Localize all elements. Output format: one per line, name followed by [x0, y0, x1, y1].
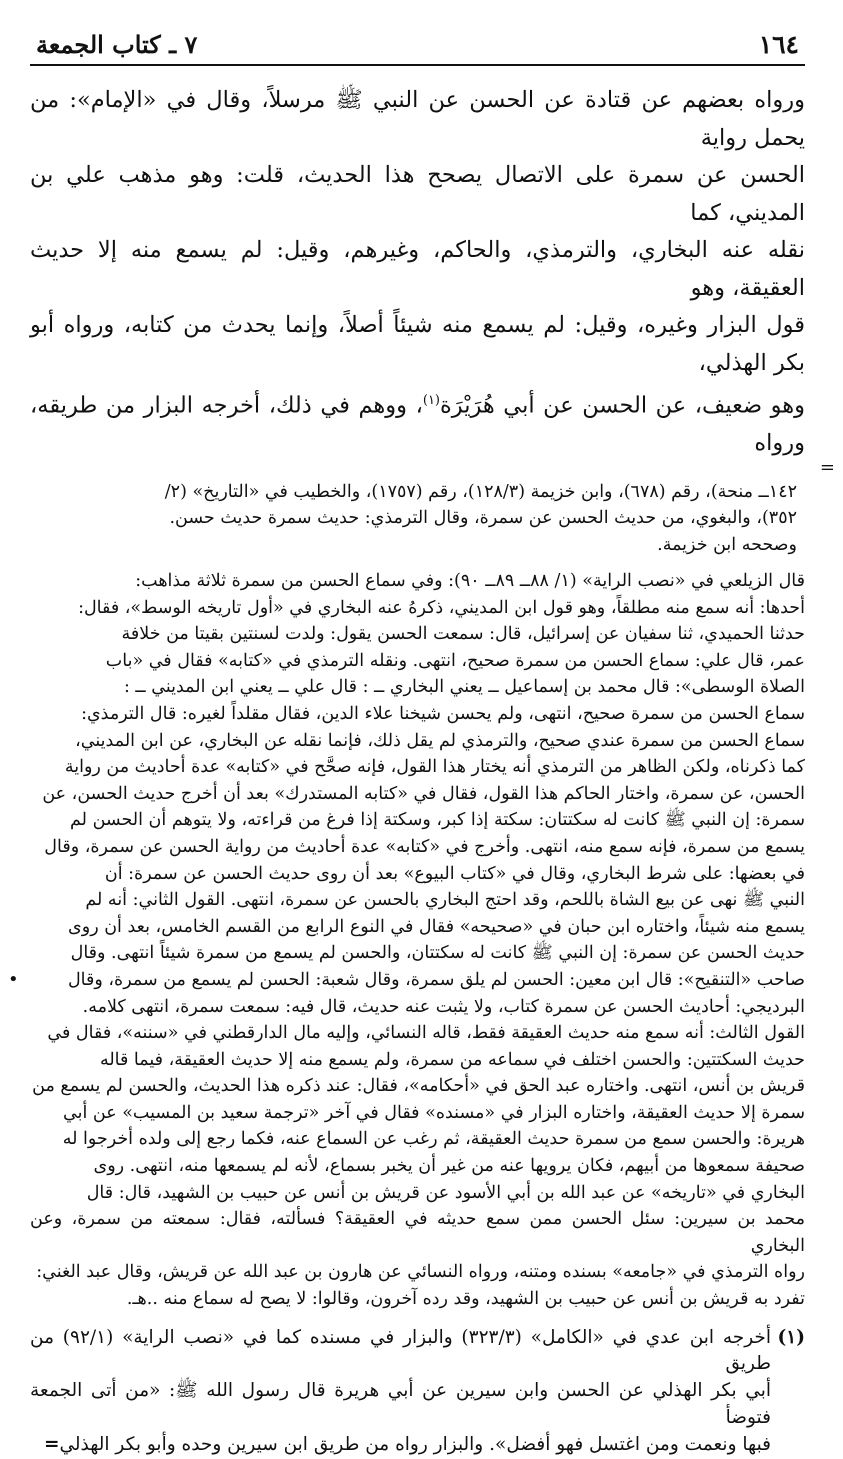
footnote-marker: (١): [422, 393, 440, 408]
commentary-line: النبي ﷺ نهى عن بيع الشاة باللحم، وقد احتج البخاري بالحسن عن سمرة، انتهى. القول الثاني: أنه لم: [85, 890, 805, 911]
footnote-body: [30, 1325, 771, 1459]
commentary-line: محمد بن سيرين: سئل الحسن ممن سمع حديثه في العقيقة؟ فسألته، فقال: سمعته من سمرة، وعن البخاري: [30, 1209, 805, 1256]
commentary-line: القول الثالث: أنه سمع منه حديث العقيقة فقط، قاله النسائي، وإليه مال الدارقطني في «سننه»، فقال في: [47, 1023, 805, 1044]
footnote-line: أخرجه ابن عدي في «الكامل» (٣٢٣/٣) والبزار في مسنده كما في «نصب الراية» (٩٢/١) من طريق: [30, 1326, 772, 1375]
commentary-line: قال الزيلعي في «نصب الراية» (١/ ٨٨ــ ٨٩ــ ٩٠): وفي سماع الحسن من سمرة ثلاثة مذاهب:: [135, 571, 805, 591]
sub-footnote-line: ١٤٢ــ منحة)، رقم (٦٧٨)، وابن خزيمة (١٢٨/٣)، رقم (١٧٥٧)، والخطيب في «التاريخ» (٢/: [164, 481, 797, 502]
commentary-line: رواه الترمذي في «جامعه» بسنده ومتنه، ورواه النسائي عن هارون بن عبد الله عن قريش، وقال عبد الغني:: [36, 1262, 805, 1283]
main-line: ورواه بعضهم عن قتادة عن الحسن عن النبي ﷺ مرسلاً، وقال في «الإمام»: من يحمل رواية: [30, 87, 805, 151]
sub-footnote: [30, 479, 805, 559]
main-line: نقله عنه البخاري، والترمذي، والحاكم، وغيرهم، وقيل: لم يسمع منه إلا حديث العقيقة، وهو: [30, 237, 805, 301]
footnote-number: (١): [777, 1326, 805, 1348]
commentary-line: أحدها: أنه سمع منه مطلقاً، وهو قول ابن المديني، ذكرهُ عنه البخاري في «أول تاريخه الوسط»، فقال:: [78, 597, 805, 618]
commentary-line: سماع الحسن من سمرة صحيح، انتهى، ولم يحسن شيخنا علاء الدين، فقال مقلداً لغيره: قال الترمذي:: [81, 703, 805, 724]
main-line-part: وهو ضعيف، عن الحسن عن أبي هُرَيْرَة: [440, 392, 805, 419]
commentary-line: تفرد به قريش بن أنس عن حبيب بن الشهيد، وقد رده آخرون، وقالوا: لا يصح له سماع منه ..هـ.: [126, 1289, 805, 1310]
margin-bullet: •: [8, 968, 19, 990]
commentary-line: [8, 967, 805, 994]
commentary-line: صحيفة سمعوها من أبيهم، فكان يرويها عنه من غير أن يخبر بسماع، لأنه لم يسمعها منه، انتهى. روى: [93, 1156, 805, 1177]
footnote-spacer: [30, 1313, 805, 1325]
commentary-line: حديث الحسن عن سمرة: إن النبي ﷺ كانت له سكتتان، والحسن لم يسمع من سمرة شيئاً انتهى. وقال: [70, 943, 805, 964]
commentary-line-text: صاحب «التنقيح»: قال ابن معين: الحسن لم يلق سمرة، وقال شعبة: الحسن لم يسمع من سمرة، وقال: [67, 969, 805, 990]
continuation-marker: =: [819, 456, 835, 478]
main-line: [30, 382, 805, 463]
footnote-line: [30, 1432, 771, 1459]
commentary-line: يسمع منه شيئاً، واختاره ابن حبان في «صحيحه» فقال في النوع الرابع من القسم الخامس، بعد أن روى: [68, 916, 805, 937]
sub-footnote-line: ٣٥٢)، والبغوي، من حديث الحسن عن سمرة، وقال الترمذي: حديث سمرة حديث حسن.: [169, 508, 797, 528]
footnote: [30, 1325, 805, 1459]
footnote-continuation-marker: =: [43, 1433, 60, 1455]
footnote-line-text: فبها ونعمت ومن اغتسل فهو أفضل». والبزار رواه من طريق ابن سيرين وحده وأبو بكر الهذلي: [59, 1433, 771, 1455]
separator: [30, 456, 835, 478]
commentary-line: قريش بن أنس، انتهى. واختاره عبد الحق في «أحكامه»، فقال: عند ذكره هذا الحديث، والحسن لم يسمع من: [32, 1076, 805, 1097]
commentary-line: هريرة: والحسن سمع من سمرة حديث العقيقة، ثم رغب عن السماع عنه، فكما رجع إلى ولده أخرجوا له: [62, 1129, 805, 1150]
commentary-line: سمرة إلا حديث العقيقة، واختاره البزار في «مسنده» فقال في آخر «ترجمة سعيد بن المسيب» عن أبي: [63, 1102, 805, 1123]
commentary-line: حدثنا الحميدي، ثنا سفيان عن إسرائيل، قال: سمعت الحسن يقول: ولدت لسنتين بقيتا من خلافة: [121, 624, 805, 645]
commentary-line: الحسن، عن سمرة، واختار الحاكم هذا القول، فقال في «كتابه المستدرك» بعد أن أخرج حديث الحسن، عن: [42, 783, 805, 804]
main-text: [30, 82, 805, 463]
commentary-line: سماع الحسن من سمرة عندي صحيح، والترمذي لم يقل ذلك، فإنما نقله عن البخاري، عن ابن المديني،: [75, 730, 805, 751]
commentary: [8, 568, 805, 1313]
commentary-line: حديث السكتتين: والحسن اختلف في سماعه من سمرة، ولم يسمع منه إلا حديث العقيقة، فيما قاله: [99, 1049, 805, 1070]
commentary-line: البخاري في «تاريخه» عن عبد الله بن أبي الأسود عن قريش بن أنس عن حبيب بن الشهيد، قال: قال: [86, 1182, 805, 1203]
commentary-line: الصلاة الوسطى»: قال محمد بن إسماعيل ــ يعني البخاري ــ : قال علي ــ يعني ابن المديني ــ :: [123, 677, 805, 698]
commentary-line: سمرة: إن النبي ﷺ كانت له سكتتان: سكتة إذا كبر، وسكتة إذا فرغ من قراءته، ولا يتوهم أن الحسن لم: [70, 810, 805, 831]
commentary-line: البرديجي: أحاديث الحسن عن سمرة كتاب، ولا يثبت عنه حديث، قال فيه: سمعت سمرة، انتهى كلامه.: [82, 996, 805, 1017]
commentary-line: عمر، قال علي: سماع الحسن من سمرة صحيح، انتهى. ونقله الترمذي في «كتابه» فقال في «باب: [105, 650, 805, 671]
main-line: قول البزار وغيره، وقيل: لم يسمع منه شيئاً أصلاً، وإنما يحدث من كتابه، ورواه أبو بكر الهذلي،: [30, 312, 805, 376]
sub-footnote-line: وصححه ابن خزيمة.: [657, 534, 797, 555]
main-line: الحسن عن سمرة على الاتصال يصحح هذا الحديث، قلت: وهو مذهب علي بن المديني، كما: [30, 162, 805, 226]
chapter-title: ٧ ـ كتاب الجمعة: [36, 30, 198, 59]
commentary-line: يسمع من سمرة، فإنه سمع منه، انتهى. وأخرج في «كتابه» عدة أحاديث من رواية الحسن عن سمرة، وقال: [44, 836, 805, 857]
commentary-line: في بعضها: على شرط البخاري، وقال في «كتاب البيوع» بعد أن روى حديث الحسن عن سمرة: أن: [104, 863, 805, 884]
page-number: ١٦٤: [758, 30, 799, 59]
footnote-line: أبي بكر الهذلي عن الحسن وابن سيرين عن أبي هريرة قال رسول الله ﷺ: «من أتى الجمعة فتوضأ: [30, 1380, 771, 1429]
main-line-part: ، ووهم في ذلك، أخرجه البزار من طريقه، ورواه: [30, 392, 805, 456]
commentary-line: كما ذكرناه، ولكن الظاهر من الترمذي أنه يختار هذا القول، فإنه صحَّح في «كتابه» عدة أحاديث من رواية: [64, 757, 805, 778]
page-header: [30, 30, 805, 66]
